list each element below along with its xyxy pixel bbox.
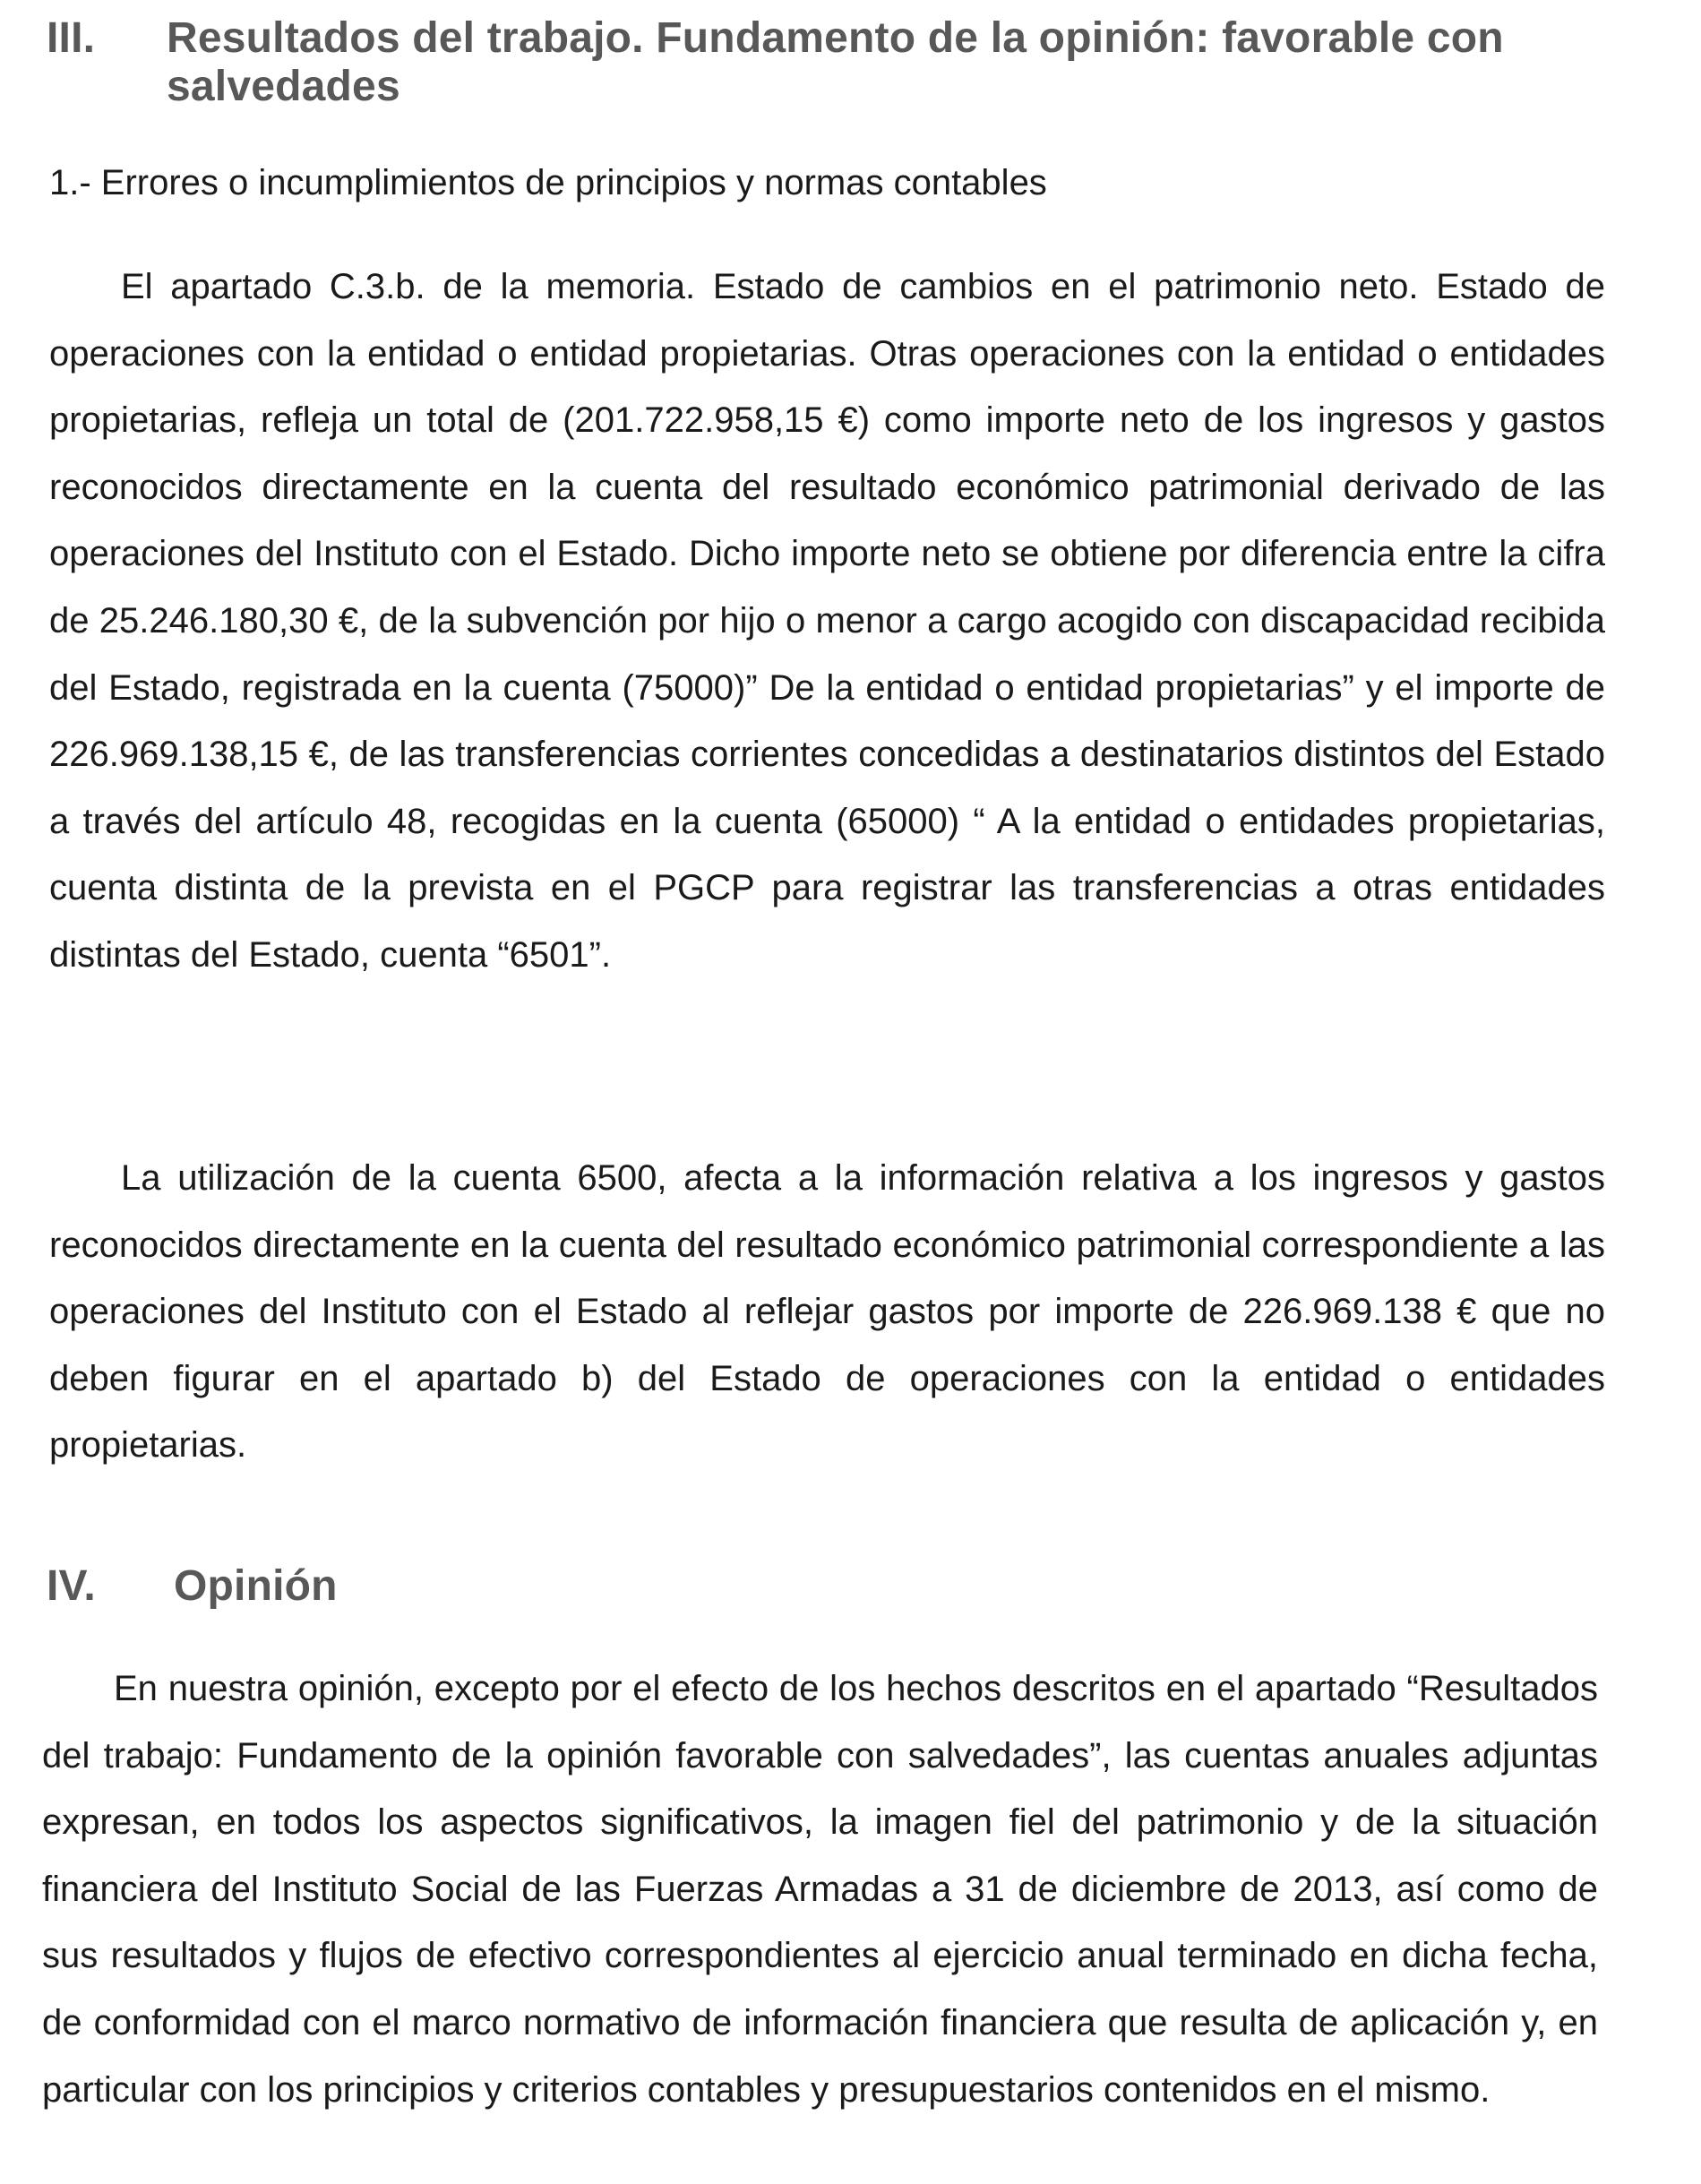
paragraph-text: En nuestra opinión, excepto por el efecto de los hechos descritos en el apartado “Resultados del trabajo: Fundamento de la opinión favorable con salvedades”, las cuentas anuales adjuntas expresan, en todos los aspectos significativos, la imagen fiel del patrimonio y de la situación financiera del Instituto Social de las Fuerzas Armadas a 31 de diciembre de 2013, así como de sus resultados y flujos de efectivo correspondientes al ejercicio anual terminado en dicha fecha, de conformidad con el marco normativo de información financiera que resulta de aplicación y, en particular con los principios y criterios contables y presupuestarios contenidos en el mismo. bbox=[42, 1669, 1598, 2110]
section-heading-iii bbox=[47, 14, 1641, 122]
section-heading-iv bbox=[47, 1562, 763, 1616]
body-paragraph bbox=[49, 254, 1605, 989]
paragraph-text: El apartado C.3.b. de la memoria. Estado de cambios en el patrimonio neto. Estado de operaciones con la entidad o entidad propietarias. Otras operaciones con la entidad o entidades propietarias, refleja un total de (201.722.958,15 €) como importe neto de los ingresos y gastos reconocidos directamente en la cuenta del resultado económico patrimonial derivado de las operaciones del Instituto con el Estado. Dicho importe neto se obtiene por diferencia entre la cifra de 25.246.180,30 €, de la subvención por hijo o menor a cargo acogido con discapacidad recibida del Estado, registrada en la cuenta (75000)” De la entidad o entidad propietarias” y el importe de 226.969.138,15 €, de las transferencias corrientes concedidas a destinatarios distintos del Estado a través del artículo 48, recogidas en la cuenta (65000) “ A la entidad o entidades propietarias, cuenta distinta de la prevista en el PGCP para registrar las transferencias a otras entidades distintas del Estado, cuenta “6501”. bbox=[49, 267, 1605, 975]
section-title: Opinión bbox=[174, 1562, 338, 1610]
section-title: Resultados del trabajo. Fundamento de la opinión: favorable con salvedades bbox=[167, 14, 1504, 110]
body-paragraph bbox=[42, 1655, 1598, 2123]
body-paragraph bbox=[49, 1145, 1605, 1479]
section-number: IV. bbox=[47, 1562, 96, 1610]
paragraph-text: La utilización de la cuenta 6500, afecta a la información relativa a los ingresos y gastos reconocidos directamente en la cuenta del resultado económico patrimonial correspondiente a las operaciones del Instituto con el Estado al reflejar gastos por importe de 226.969.138 € que no deben figurar en el apartado b) del Estado de operaciones con la entidad o entidades propietarias. bbox=[49, 1158, 1605, 1466]
subsection-heading: 1.- Errores o incumplimientos de principios y normas contables bbox=[49, 163, 1047, 202]
section-number: III. bbox=[47, 14, 96, 62]
